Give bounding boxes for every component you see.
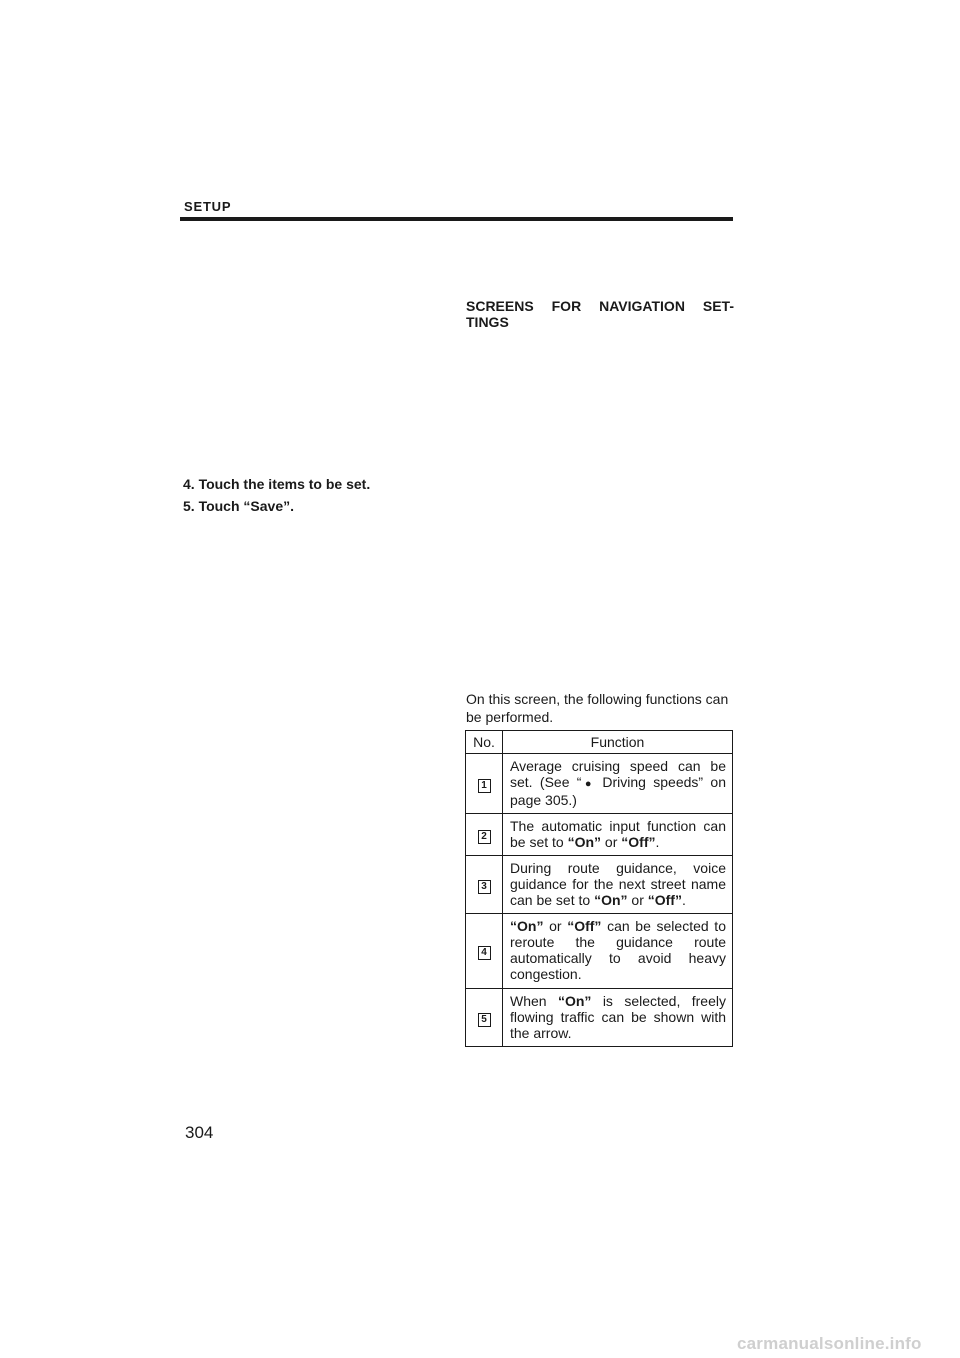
bullet-icon: ● [581,778,596,790]
section-heading [466,298,734,330]
table-row [466,989,733,1047]
number-badge: 3 [478,880,491,894]
table-header-row [466,731,733,754]
section-heading-line-1: SCREENS FOR NAVIGATION SET- [466,298,734,314]
number-badge: 5 [478,1013,491,1027]
intro-text: On this screen, the following functions can be performed. [466,691,729,725]
table-row [466,754,733,814]
watermark: carmanualsonline.info [737,1334,922,1353]
row-description: During route guidance, voice guidance for the next street name can be set to “On” or “Off”. [503,856,733,914]
table-row [466,814,733,856]
section-heading-line-2: TINGS [466,314,509,330]
row-number-cell [466,814,503,856]
row-description: Average cruising speed can be set. (See “● Driving speeds” on page 305.) [503,754,733,814]
column-header-function: Function [503,731,733,754]
number-badge: 1 [478,779,491,793]
row-description: “On” or “Off” can be selected to reroute the guidance route automatically to avoid heavy congestion. [503,914,733,989]
column-header-no: No. [466,731,503,754]
header-rule [180,217,733,221]
table-row [466,856,733,914]
row-number-cell [466,856,503,914]
table-row [466,914,733,989]
row-number-cell [466,989,503,1047]
section-header: SETUP [184,199,232,214]
number-badge: 4 [478,946,491,960]
number-badge: 2 [478,830,491,844]
row-description: When “On” is selected, freely flowing traffic can be shown with the arrow. [503,989,733,1047]
step-4: 4. Touch the items to be set. [183,476,371,492]
row-number-cell [466,754,503,814]
row-number-cell [466,914,503,989]
step-5: 5. Touch “Save”. [183,498,294,514]
function-table [465,730,733,1047]
page-number: 304 [185,1123,214,1142]
row-description: The automatic input function can be set to “On” or “Off”. [503,814,733,856]
